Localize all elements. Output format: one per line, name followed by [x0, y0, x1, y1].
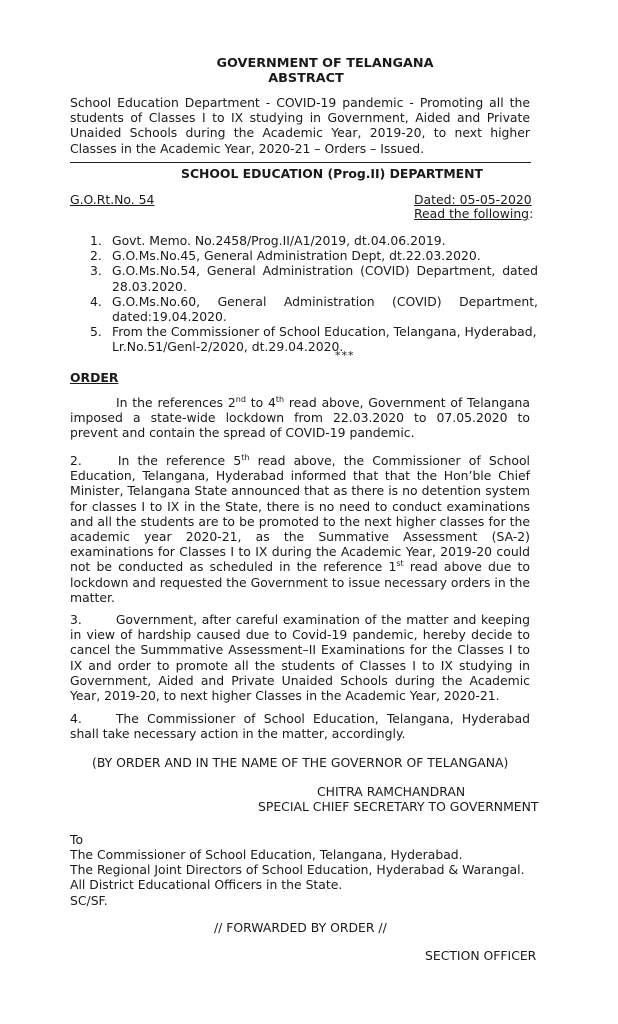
reference-number: 5.: [90, 324, 102, 340]
para4-text: The Commissioner of School Education, Telangana, Hyderabad shall take necessary action in the matter, accordingly.: [70, 711, 530, 742]
addressee-line: All District Educational Officers in the State.: [70, 877, 343, 893]
order-paragraph-3: [70, 612, 530, 703]
para1-superscript-2: th: [275, 395, 285, 404]
reference-number: 3.: [90, 263, 102, 279]
para3-number: 3.: [70, 612, 82, 627]
read-following: [414, 206, 533, 221]
reference-item: [90, 248, 538, 263]
signatory-title: SPECIAL CHIEF SECRETARY TO GOVERNMENT: [258, 799, 539, 814]
order-paragraph-1: [70, 395, 530, 441]
reference-number: 4.: [90, 293, 102, 309]
reference-number: 1.: [90, 233, 102, 248]
reference-item: [90, 263, 538, 293]
read-following-label: Read the following: [414, 206, 530, 221]
go-number: G.O.Rt.No. 54: [70, 192, 155, 207]
abstract-title: ABSTRACT: [268, 71, 344, 86]
para1-text-a: In the references 2: [116, 395, 236, 410]
para1-superscript-1: nd: [235, 395, 246, 404]
order-paragraph-4: [70, 711, 530, 741]
para2-text-c: read above due to lockdown and requested the Government to issue necessary orders in the matter.: [70, 559, 530, 605]
reference-item: [90, 294, 538, 324]
reference-text: From the Commissioner of School Education, Telangana, Hyderabad, Lr.No.51/Genl-2/2020, dt.29.04.2020.: [112, 324, 537, 355]
para3-text: Government, after careful examination of the matter and keeping in view of hardship caused due to Covid-19 pandemic, hereby decide to cancel the Summmative Assessment–II Examinations for the Classes I to IX and order to promote all the students of Classes I to IX studying in Government, Aided and Private Unaided Schools during the Academic Year, 2019-20, to next higher Classes in the Academic Year, 2020-21.: [70, 612, 530, 704]
department-heading: SCHOOL EDUCATION (Prog.II) DEPARTMENT: [181, 166, 483, 181]
references-list: [90, 233, 538, 355]
by-order-line: (BY ORDER AND IN THE NAME OF THE GOVERNOR OF TELANGANA): [92, 755, 509, 770]
addressee-line: SC/SF.: [70, 892, 108, 908]
para2-text-b: read above, the Commissioner of School Education, Telangana, Hyderabad informed that that the Hon’ble Chief Minister, Telangana State announced that as there is no detention system for classes I to IX in the State, there is no need to conduct examinations and all the students are to be promoted to the next higher classes for the academic year 2020-21, as the Summative Assessment (SA-2) examinations for Classes I to IX during the Academic Year, 2019-20 could not be conducted as scheduled in the reference 1: [70, 453, 530, 575]
signatory-name: CHITRA RAMCHANDRAN: [317, 784, 466, 799]
addressee-line: The Regional Joint Directors of School Education, Hyderabad & Warangal.: [70, 862, 525, 878]
read-following-colon: :: [529, 206, 534, 221]
reference-item: [90, 324, 538, 354]
reference-item: [90, 233, 538, 248]
government-title: GOVERNMENT OF TELANGANA: [216, 56, 434, 71]
reference-text: G.O.Ms.No.60, General Administration (COVID) Department, dated:19.04.2020.: [112, 293, 538, 325]
forwarded-line: // FORWARDED BY ORDER //: [214, 920, 387, 935]
reference-number: 2.: [90, 248, 102, 264]
para4-number: 4.: [70, 711, 82, 726]
para2-text-a: In the reference 5: [117, 453, 242, 468]
separator-stars: ***: [335, 349, 355, 362]
para1-text-c: read above, Government of Telangana imposed a state-wide lockdown from 22.03.2020 to 07.05.2020 to prevent and contain the spread of COVID-19 pandemic.: [70, 395, 530, 441]
para1-text-b: to 4: [245, 395, 276, 410]
reference-text: G.O.Ms.No.54, General Administration (COVID) Department, dated 28.03.2020.: [112, 263, 538, 294]
para2-number: 2.: [70, 453, 82, 468]
section-officer: SECTION OFFICER: [425, 948, 537, 963]
para2-superscript-1: th: [241, 453, 250, 462]
header-divider: [70, 162, 531, 163]
go-date: Dated: 05-05-2020: [414, 192, 532, 207]
addressee-list: [70, 847, 525, 908]
to-label: To: [70, 832, 84, 847]
order-paragraph-2: [70, 453, 530, 605]
subject-paragraph: School Education Department - COVID-19 pandemic - Promoting all the students of Classes I to IX studying in Government, Aided and Private Unaided Schools during the Academic Year, 2019-20, to next higher Classes in the Academic Year, 2020-21 – Orders – Issued.: [70, 95, 530, 156]
addressee-line: The Commissioner of School Education, Telangana, Hyderabad.: [70, 847, 463, 862]
order-heading: ORDER: [70, 370, 119, 385]
reference-text: Govt. Memo. No.2458/Prog.II/A1/2019, dt.04.06.2019.: [112, 233, 446, 248]
reference-text: G.O.Ms.No.45, General Administration Dept, dt.22.03.2020.: [112, 248, 481, 264]
para2-superscript-2: st: [396, 559, 404, 569]
